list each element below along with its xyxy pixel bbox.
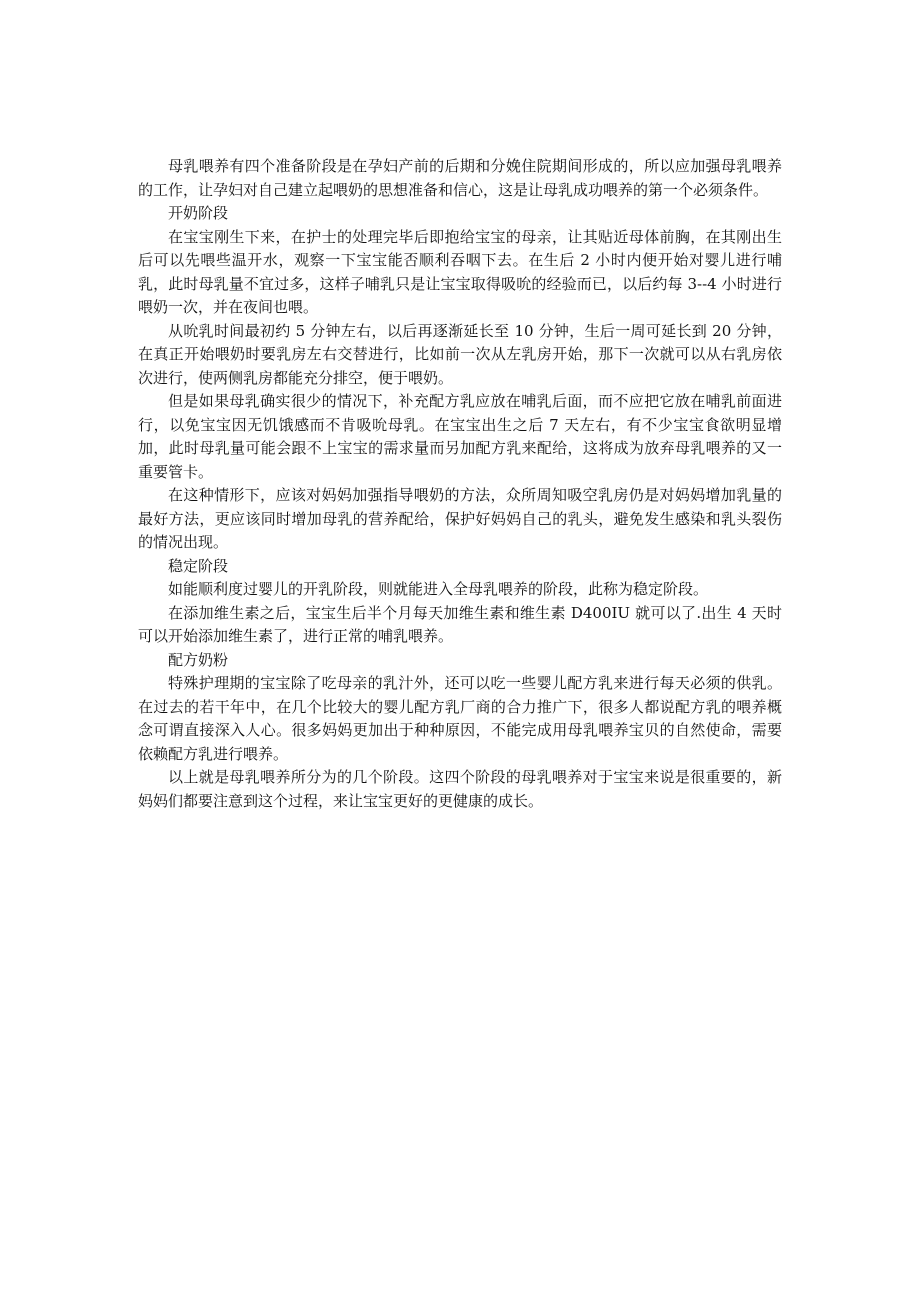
paragraph-wending-1: 如能顺利度过婴儿的开乳阶段，则就能进入全母乳喂养的阶段，此称为稳定阶段。 [168,580,709,598]
document-body [138,155,782,813]
paragraph-kainai-1: 在宝宝刚生下来，在护士的处理完毕后即抱给宝宝的母亲，让其贴近母体前胸，在其刚出生后可以先喂些温开水，观察一下宝宝能否顺利吞咽下去。在生后 2 小时内便开始对婴儿进行哺乳，此时母乳量不宜过多，这样子哺乳只是让宝宝取得吸吮的经验而已，以后约每 3--4 小时进行喂奶一次，并在夜间也喂。 [138,227,782,316]
section-heading-peifang: 配方奶粉 [168,650,229,669]
paragraph-intro: 母乳喂养有四个准备阶段是在孕妇产前的后期和分娩住院期间形成的，所以应加强母乳喂养的工作，让孕妇对自己建立起喂奶的思想准备和信心，这是让母乳成功喂养的第一个必须条件。 [138,157,782,199]
paragraph-kainai-4: 在这种情形下，应该对妈妈加强指导喂奶的方法，众所周知吸空乳房仍是对妈妈增加乳量的最好方法，更应该同时增加母乳的营养配给，保护好妈妈自己的乳头，避免发生感染和乳头裂伤的情况出现。 [138,486,782,551]
paragraph-kainai-2: 从吮乳时间最初约 5 分钟左右，以后再逐渐延长至 10 分钟，生后一周可延长到 20 分钟，在真正开始喂奶时要乳房左右交替进行，比如前一次从左乳房开始，那下一次就可以从右乳房依次进行，使两侧乳房都能充分排空，便于喂奶。 [138,321,782,387]
paragraph-wending-2: 在添加维生素之后，宝宝生后半个月每天加维生素和维生素 D400IU 就可以了.出生 4 天时可以开始添加维生素了，进行正常的哺乳喂养。 [138,603,782,645]
section-heading-wending: 稳定阶段 [168,556,229,575]
paragraph-peifang-1: 特殊护理期的宝宝除了吃母亲的乳汁外，还可以吃一些婴儿配方乳来进行每天必须的供乳。在过去的若干年中，在几个比较大的婴儿配方乳厂商的合力推广下，很多人都说配方乳的喂养概念可谓直接深入人心。很多妈妈更加出于种种原因，不能完成用母乳喂养宝贝的自然使命，需要依赖配方乳进行喂养。 [138,674,782,763]
section-heading-kainai: 开奶阶段 [168,204,229,222]
paragraph-conclusion: 以上就是母乳喂养所分为的几个阶段。这四个阶段的母乳喂养对于宝宝来说是很重要的，新妈妈们都要注意到这个过程，来让宝宝更好的更健康的成长。 [138,768,782,810]
paragraph-kainai-3: 但是如果母乳确实很少的情况下，补充配方乳应放在哺乳后面，而不应把它放在哺乳前面进行，以免宝宝因无饥饿感而不肯吸吮母乳。在宝宝出生之后 7 天左右，有不少宝宝食欲明显增加，此时母乳量可能会跟不上宝宝的需求量而另加配方乳来配给，这将成为放弃母乳喂养的又一重要管卡。 [138,392,782,481]
